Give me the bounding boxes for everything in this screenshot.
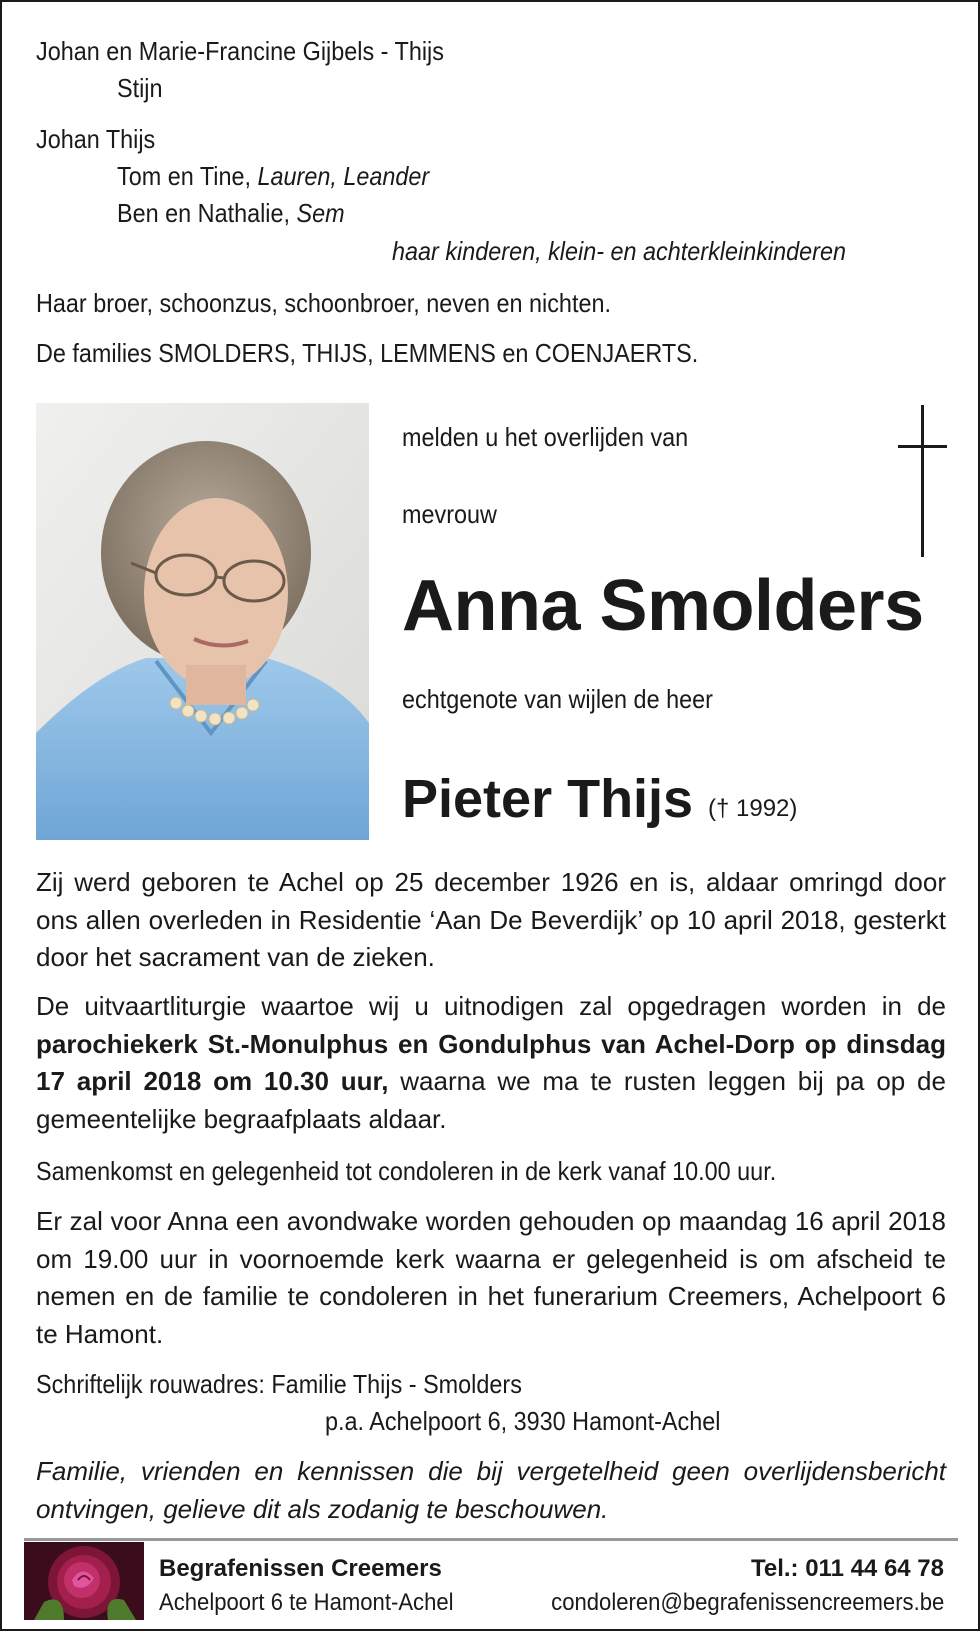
portrait-illustration	[36, 403, 369, 840]
cross-vertical-bar	[921, 405, 924, 557]
notice-paragraph: Familie, vrienden en kennissen die bij vergetelheid geen overlijdensbericht ontvingen, gelieve dit als zodanig te beschouwen.	[36, 1456, 946, 1524]
portrait-photo	[36, 403, 369, 840]
funeral-paragraph	[36, 988, 946, 1138]
cross-horizontal-bar	[898, 445, 947, 448]
funeral-home-address: Achelpoort 6 te Hamont-Achel	[159, 1589, 454, 1616]
address-label: Schriftelijk rouwadres: Familie Thijs - Smolders	[36, 1369, 522, 1399]
rose-logo	[24, 1542, 144, 1620]
spouse-intro: echtgenote van wijlen de heer	[402, 684, 713, 714]
funeral-home-email[interactable]: condoleren@begrafenissencreemers.be	[550, 1589, 944, 1616]
funeral-home-name: Begrafenissen Creemers	[159, 1555, 442, 1582]
child-2-kids: Sem	[296, 198, 345, 228]
child-2-names: Ben en Nathalie,	[117, 198, 291, 228]
funeral-home-phone: Tel.: 011 44 64 78	[750, 1555, 944, 1582]
spouse-name: Pieter Thijs	[402, 769, 694, 829]
footer-divider	[24, 1538, 958, 1541]
funeral-location-date: parochiekerk St.-Monulphus en Gondulphus van Achel-Dorp op dinsdag 17 april 2018 om 10.30 uur,	[36, 1028, 946, 1096]
family-line-2: Johan Thijs	[36, 124, 156, 154]
announcement-title: mevrouw	[402, 499, 497, 529]
child-1-kids: Lauren, Leander	[257, 161, 430, 191]
family-line-1-child: Stijn	[117, 73, 163, 103]
relatives-line: Haar broer, schoonzus, schoonbroer, neven en nichten.	[36, 288, 611, 318]
deceased-name: Anna Smolders	[402, 566, 924, 646]
family-relation: haar kinderen, klein- en achterkleinkinderen	[392, 236, 846, 266]
spouse-death-year: († 1992)	[708, 795, 798, 822]
birth-paragraph: Zij werd geboren te Achel op 25 december 1926 en is, aldaar omringd door ons allen overleden in Residentie ‘Aan De Beverdijk’ op 10 april 2018, gesterkt door het sacrament van de zieken.	[36, 867, 946, 972]
address-line-2: p.a. Achelpoort 6, 3930 Hamont-Achel	[325, 1406, 721, 1436]
rose-image	[24, 1542, 144, 1620]
child-1-names: Tom en Tine,	[117, 161, 251, 191]
family-line-2-child-1	[117, 159, 429, 193]
families-line: De families SMOLDERS, THIJS, LEMMENS en COENJAERTS.	[36, 338, 699, 368]
gathering-line: Samenkomst en gelegenheid tot condoleren in de kerk vanaf 10.00 uur.	[36, 1156, 777, 1186]
wake-paragraph: Er zal voor Anna een avondwake worden gehouden op maandag 16 april 2018 om 19.00 uur in voornoemde kerk waarna er gelegenheid is om afscheid te nemen en de familie te condoleren in het funerarium Creemers, Achelpoort 6 te Hamont.	[36, 1206, 946, 1349]
funeral-text-start: De uitvaartliturgie waartoe wij u uitnodigen zal opgedragen worden in de	[36, 991, 946, 1021]
funeral-text-end: waarna we ma te rusten leggen bij pa op de gemeentelijke begraafplaats aldaar.	[36, 1066, 946, 1134]
family-line-1: Johan en Marie-Francine Gijbels - Thijs	[36, 36, 444, 66]
announcement-intro: melden u het overlijden van	[402, 422, 689, 452]
family-line-2-child-2	[117, 196, 345, 230]
